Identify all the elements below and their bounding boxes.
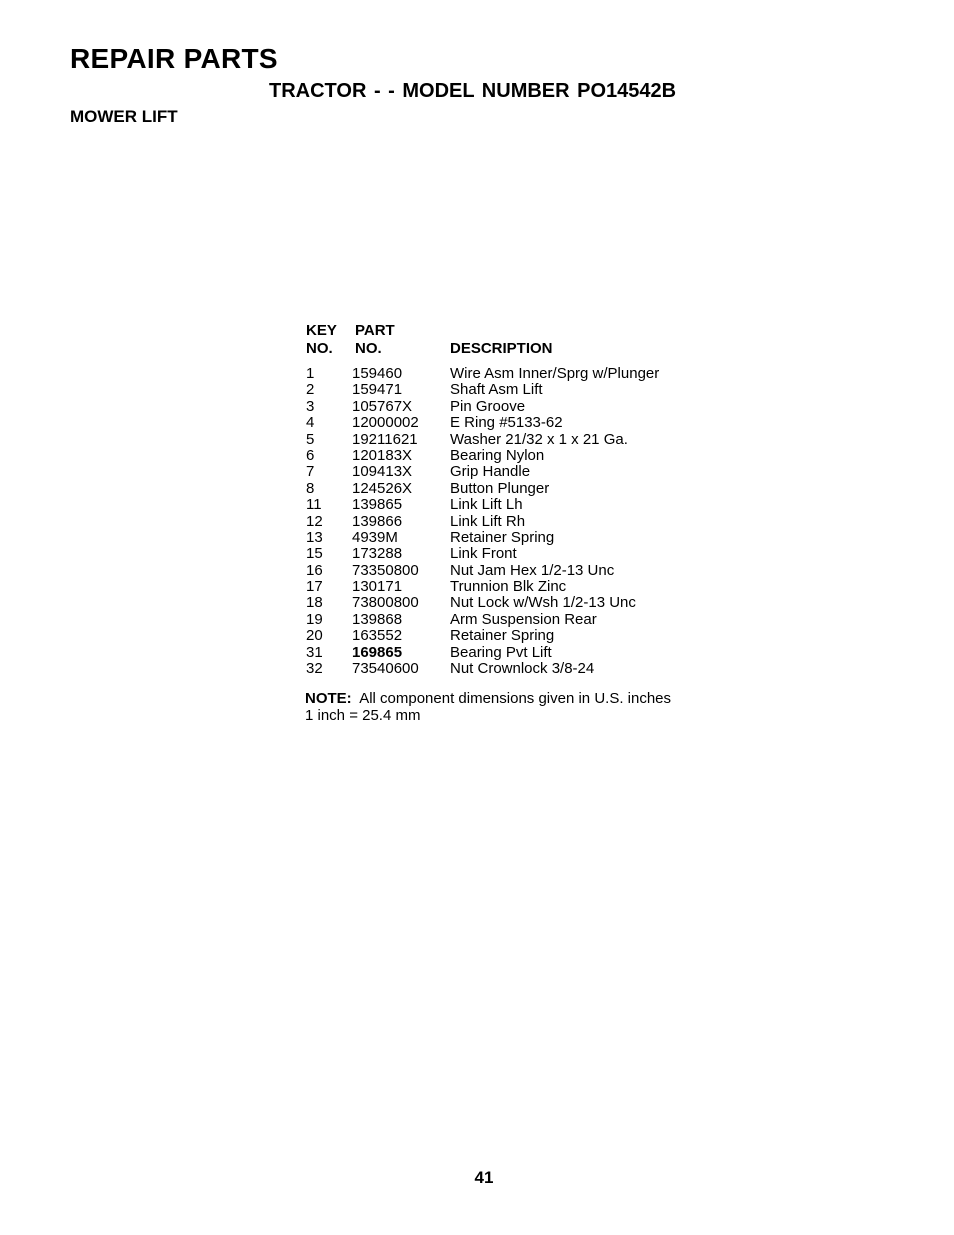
key-no: 18 <box>306 594 323 612</box>
table-row <box>306 563 726 579</box>
key-no: 12 <box>306 512 323 530</box>
key-no: 2 <box>306 381 315 399</box>
part-description: Nut Lock w/Wsh 1/2-13 Unc <box>450 594 636 612</box>
table-row <box>306 448 726 464</box>
table-header <box>306 322 726 358</box>
part-description: E Ring #5133-62 <box>450 414 563 432</box>
part-no: 73800800 <box>352 594 419 612</box>
part-no: 159460 <box>352 365 403 382</box>
table-row <box>306 514 726 530</box>
part-header-line1: PART <box>355 322 395 339</box>
part-description: Trunnion Blk Zinc <box>450 578 567 596</box>
table-row <box>306 628 726 644</box>
part-no: 120183X <box>352 446 413 464</box>
part-no: 73350800 <box>352 561 419 579</box>
note-conversion: 1 inch = 25.4 mm <box>305 706 421 724</box>
table-row <box>306 645 726 661</box>
key-no: 4 <box>306 414 315 432</box>
part-no: 4939M <box>352 528 398 546</box>
table-row <box>306 546 726 562</box>
note <box>305 691 671 724</box>
part-description: Bearing Nylon <box>450 446 545 464</box>
part-no: 124526X <box>352 479 413 497</box>
part-no: 159471 <box>352 381 403 399</box>
key-no: 1 <box>306 365 315 382</box>
table-row <box>306 497 726 513</box>
key-no: 5 <box>306 430 315 448</box>
part-no: 173288 <box>352 545 403 563</box>
key-no: 31 <box>306 643 323 661</box>
part-no: 139866 <box>352 512 403 530</box>
key-no: 7 <box>306 463 315 481</box>
key-no: 32 <box>306 660 323 678</box>
table-row <box>306 415 726 431</box>
part-no: 130171 <box>352 578 403 596</box>
part-no: 139865 <box>352 496 403 514</box>
part-no: 169865 <box>352 643 403 661</box>
part-description: Link Lift Rh <box>450 512 526 530</box>
part-no: 73540600 <box>352 660 419 678</box>
table-row <box>306 661 726 677</box>
part-description: Bearing Pvt Lift <box>450 643 552 661</box>
note-label: NOTE: <box>305 690 352 707</box>
part-description: Washer 21/32 x 1 x 21 Ga. <box>450 430 628 448</box>
part-header-line2: NO. <box>355 340 382 357</box>
part-description: Button Plunger <box>450 479 550 497</box>
part-description: Nut Jam Hex 1/2-13 Unc <box>450 561 615 579</box>
note-text: All component dimensions given in U.S. inches <box>359 690 672 707</box>
model-title: TRACTOR - - MODEL NUMBER PO14542B <box>269 80 677 102</box>
table-row <box>306 612 726 628</box>
table-row <box>306 464 726 480</box>
key-no: 3 <box>306 397 315 415</box>
description-header: DESCRIPTION <box>450 340 553 357</box>
table-row <box>306 595 726 611</box>
key-no: 8 <box>306 479 315 497</box>
part-no: 12000002 <box>352 414 419 432</box>
table-row <box>306 432 726 448</box>
key-no: 11 <box>306 496 322 514</box>
page-number: 41 <box>474 1168 494 1187</box>
table-row <box>306 382 726 398</box>
key-no: 15 <box>306 545 323 563</box>
key-no: 19 <box>306 610 323 628</box>
key-header-line2: NO. <box>306 340 333 357</box>
part-no: 105767X <box>352 397 413 415</box>
table-row <box>306 481 726 497</box>
part-description: Grip Handle <box>450 463 531 481</box>
table-row <box>306 530 726 546</box>
part-description: Retainer Spring <box>450 627 555 645</box>
table-row <box>306 399 726 415</box>
key-no: 6 <box>306 446 315 464</box>
part-no: 163552 <box>352 627 403 645</box>
page-title: REPAIR PARTS <box>70 43 278 74</box>
part-description: Pin Groove <box>450 397 526 415</box>
section-title: MOWER LIFT <box>70 107 178 126</box>
part-description: Arm Suspension Rear <box>450 610 597 628</box>
part-description: Retainer Spring <box>450 528 555 546</box>
key-no: 16 <box>306 561 323 579</box>
key-no: 17 <box>306 578 323 596</box>
part-no: 109413X <box>352 463 413 481</box>
key-no: 20 <box>306 627 323 645</box>
table-row <box>306 579 726 595</box>
table-row <box>306 366 726 382</box>
part-description: Nut Crownlock 3/8-24 <box>450 660 595 678</box>
part-no: 139868 <box>352 610 403 628</box>
key-no: 13 <box>306 528 323 546</box>
parts-table <box>306 322 726 677</box>
part-description: Shaft Asm Lift <box>450 381 543 399</box>
part-description: Link Front <box>450 545 517 563</box>
part-description: Wire Asm Inner/Sprg w/Plunger <box>450 365 660 382</box>
key-header-line1: KEY <box>306 322 337 339</box>
parts-list <box>306 366 726 677</box>
part-no: 19211621 <box>352 430 418 448</box>
part-description: Link Lift Lh <box>450 496 523 514</box>
